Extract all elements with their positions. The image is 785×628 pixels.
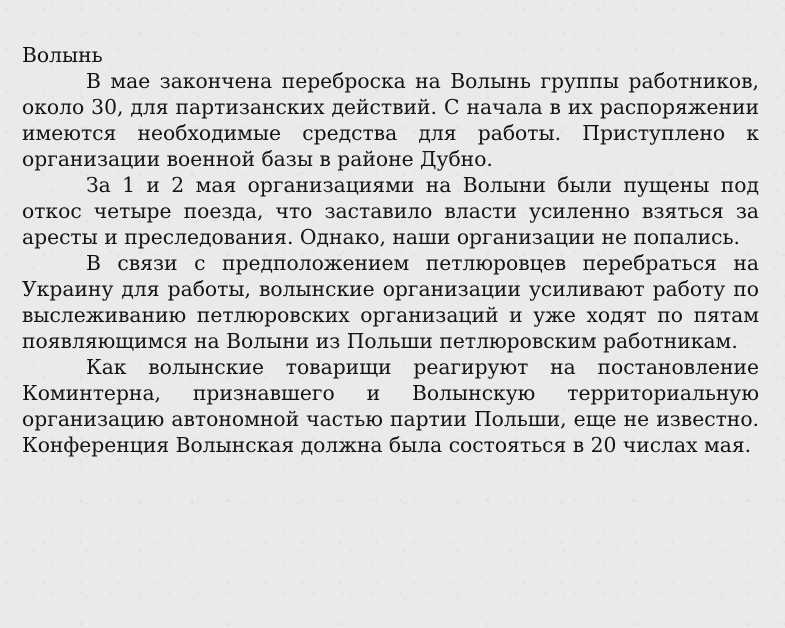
section-heading: Волынь: [22, 43, 103, 67]
paragraph-3: В связи с предположением петлюровцев перебраться на Украину для работы, волынские организации усиливают работу по выслеживанию петлюровских организаций и уже ходят по пятам появляющимся на Волыни из Польши петлюровским работникам.: [22, 251, 759, 353]
document-text: [22, 42, 759, 458]
paragraph-2: За 1 и 2 мая организациями на Волыни были пущены под откос четыре поезда, что заставило власти усиленно взяться за аресты и преследования. Однако, наши организации не попались.: [22, 173, 759, 249]
paragraph-1: В мае закончена переброска на Волынь группы работников, около 30, для партизанских действий. С начала в их распоряжении имеются необходимые средства для работы. Приступлено к организации военной базы в районе Дубно.: [22, 69, 759, 171]
paragraph-4: Как волынские товарищи реагируют на постановление Коминтерна, признавшего и Волынскую территориальную организацию автономной частью партии Польши, еще не известно. Конференция Волынская должна была состояться в 20 числах мая.: [22, 355, 759, 457]
